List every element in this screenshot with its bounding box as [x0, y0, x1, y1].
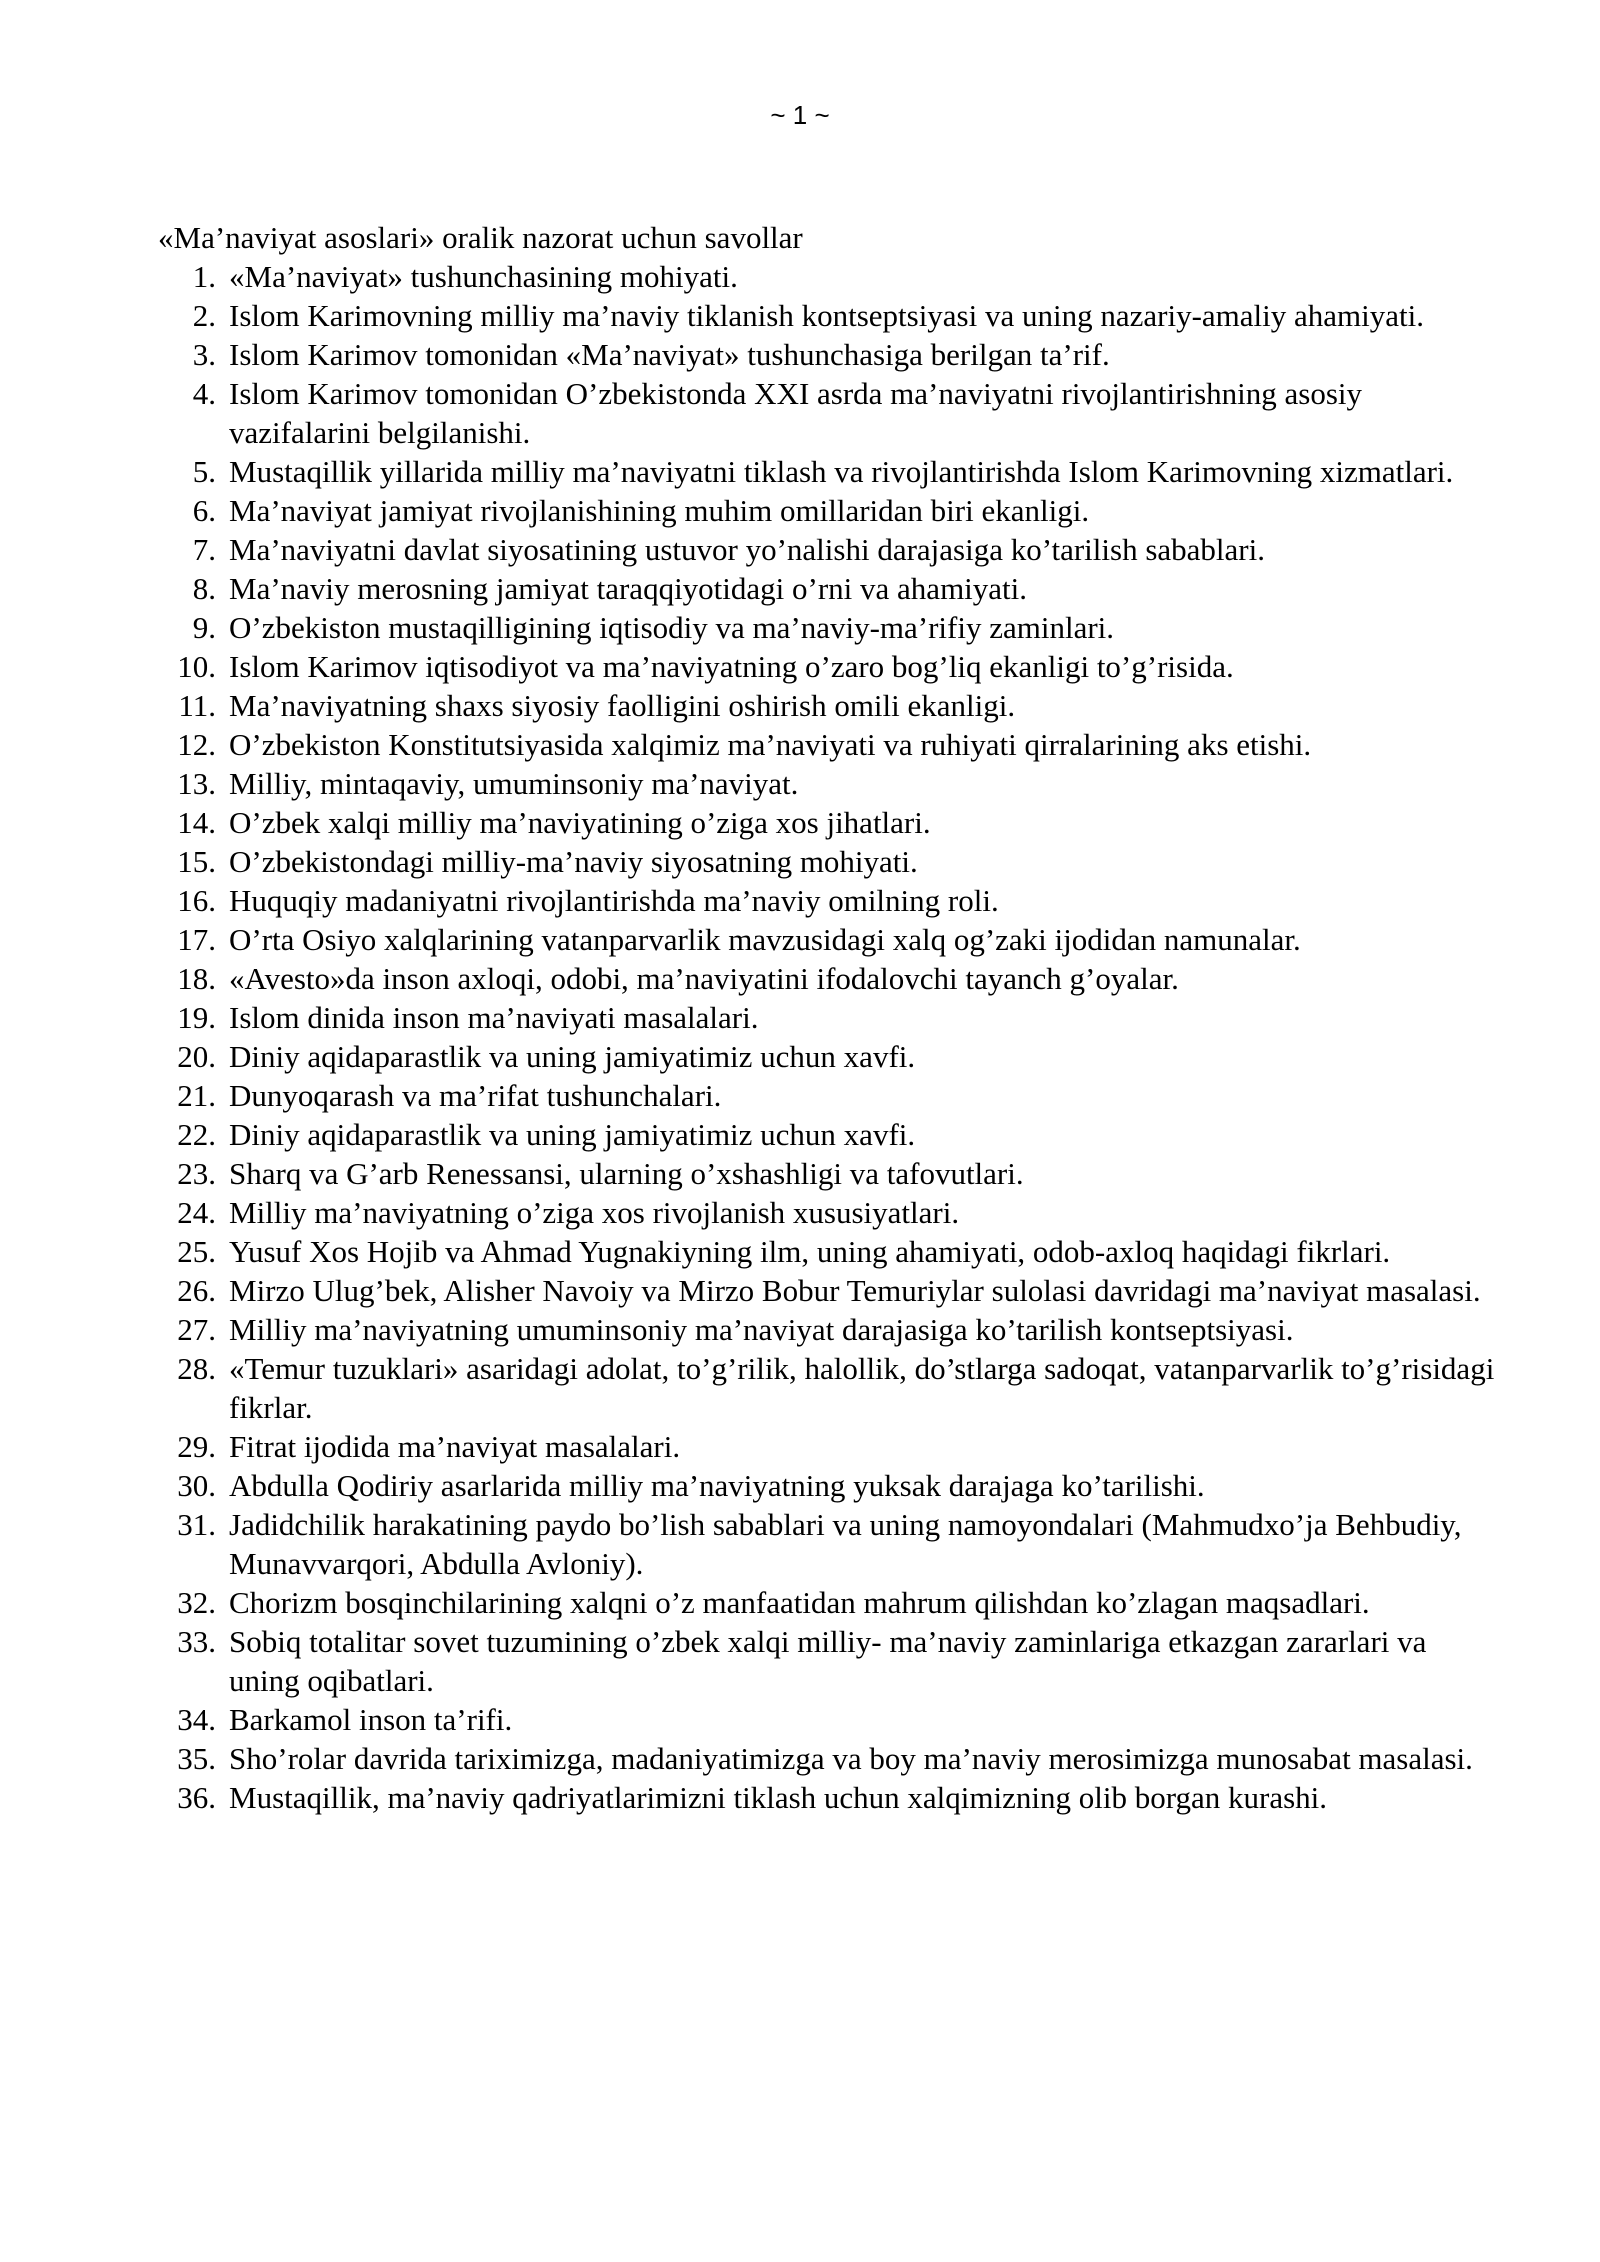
question-item	[0, 374, 1600, 452]
question-number: 16.	[177, 883, 216, 918]
question-item	[0, 1037, 1600, 1076]
question-item	[0, 296, 1600, 335]
question-item	[0, 764, 1600, 803]
question-text: Milliy ma’naviyatning o’ziga xos rivojlanish xususiyatlari.	[229, 1195, 960, 1230]
question-number: 5.	[192, 454, 216, 489]
question-number: 1.	[192, 259, 216, 294]
question-item	[0, 920, 1600, 959]
question-number: 24.	[177, 1195, 216, 1230]
question-text: Milliy ma’naviyatning umuminsoniy ma’naviyat darajasiga ko’tarilish kontseptsiyasi.	[229, 1312, 1294, 1347]
question-text: Mirzo Ulug’bek, Alisher Navoiy va Mirzo Bobur Temuriylar sulolasi davridagi ma’naviyat masalasi.	[229, 1273, 1481, 1308]
question-item	[0, 1427, 1600, 1466]
question-number: 21.	[177, 1078, 216, 1113]
question-item	[0, 1505, 1600, 1583]
question-number: 3.	[192, 337, 216, 372]
question-number: 11.	[178, 688, 216, 723]
question-item	[0, 1310, 1600, 1349]
question-item	[0, 1154, 1600, 1193]
question-text: Diniy aqidaparastlik va uning jamiyatimiz uchun xavfi.	[229, 1039, 916, 1074]
question-list	[0, 257, 1600, 1817]
question-item	[0, 647, 1600, 686]
question-item	[0, 1622, 1600, 1700]
question-text: Islom Karimov tomonidan «Ma’naviyat» tushunchasiga berilgan ta’rif.	[229, 337, 1110, 372]
question-text: «Ma’naviyat» tushunchasining mohiyati.	[229, 259, 738, 294]
question-item	[0, 335, 1600, 374]
question-number: 35.	[177, 1741, 216, 1776]
question-item	[0, 842, 1600, 881]
question-number: 18.	[177, 961, 216, 996]
question-number: 6.	[192, 493, 216, 528]
question-text: Ma’naviyat jamiyat rivojlanishining muhim omillaridan biri ekanligi.	[229, 493, 1090, 528]
question-number: 30.	[177, 1468, 216, 1503]
question-item	[0, 530, 1600, 569]
question-text: Sobiq totalitar sovet tuzumining o’zbek xalqi milliy- ma’naviy zaminlariga etkazgan zararlari va uning oqibatlari.	[229, 1624, 1427, 1698]
question-text: O’zbek xalqi milliy ma’naviyatining o’ziga xos jihatlari.	[229, 805, 931, 840]
question-text: Dunyoqarash va ma’rifat tushunchalari.	[229, 1078, 722, 1113]
question-item	[0, 725, 1600, 764]
question-number: 31.	[177, 1507, 216, 1542]
question-text: Huquqiy madaniyatni rivojlantirishda ma’naviy omilning roli.	[229, 883, 999, 918]
question-item	[0, 608, 1600, 647]
page-number: ~ 1 ~	[770, 100, 830, 130]
question-number: 17.	[177, 922, 216, 957]
question-text: Ma’naviy merosning jamiyat taraqqiyotidagi o’rni va ahamiyati.	[229, 571, 1028, 606]
question-text: O’zbekiston Konstitutsiyasida xalqimiz ma’naviyati va ruhiyati qirralarining aks etishi.	[229, 727, 1312, 762]
question-number: 23.	[177, 1156, 216, 1191]
question-text: Yusuf Xos Hojib va Ahmad Yugnakiyning ilm, uning ahamiyati, odob-axloq haqidagi fikrlari.	[229, 1234, 1391, 1269]
question-item	[0, 1349, 1600, 1427]
question-text: Sho’rolar davrida tariximizga, madaniyatimizga va boy ma’naviy merosimizga munosabat masalasi.	[229, 1741, 1473, 1776]
question-number: 29.	[177, 1429, 216, 1464]
question-text: Sharq va G’arb Renessansi, ularning o’xshashligi va tafovutlari.	[229, 1156, 1024, 1191]
question-number: 22.	[177, 1117, 216, 1152]
question-item	[0, 686, 1600, 725]
question-text: Mustaqillik yillarida milliy ma’naviyatni tiklash va rivojlantirishda Islom Karimovning xizmatlari.	[229, 454, 1454, 489]
question-number: 28.	[177, 1351, 216, 1386]
question-item	[0, 1076, 1600, 1115]
question-text: «Avesto»da inson axloqi, odobi, ma’naviyatini ifodalovchi tayanch g’oyalar.	[229, 961, 1179, 996]
question-item	[0, 1700, 1600, 1739]
question-text: Barkamol inson ta’rifi.	[229, 1702, 513, 1737]
question-text: Mustaqillik, ma’naviy qadriyatlarimizni tiklash uchun xalqimizning olib borgan kurashi.	[229, 1780, 1328, 1815]
question-number: 36.	[177, 1780, 216, 1815]
question-item	[0, 569, 1600, 608]
question-number: 9.	[192, 610, 216, 645]
question-text: O’rta Osiyo xalqlarining vatanparvarlik mavzusidagi xalq og’zaki ijodidan namunalar.	[229, 922, 1301, 957]
question-item	[0, 1778, 1600, 1817]
question-number: 12.	[177, 727, 216, 762]
question-item	[0, 1232, 1600, 1271]
question-text: «Temur tuzuklari» asaridagi adolat, to’g’rilik, halollik, do’stlarga sadoqat, vatanparvarlik to’g’risidagi fikrlar.	[229, 1351, 1495, 1425]
question-text: Islom dinida inson ma’naviyati masalalari.	[229, 1000, 759, 1035]
question-number: 19.	[177, 1000, 216, 1035]
question-item	[0, 998, 1600, 1037]
question-item	[0, 1271, 1600, 1310]
question-item	[0, 257, 1600, 296]
question-text: O’zbekistondagi milliy-ma’naviy siyosatning mohiyati.	[229, 844, 918, 879]
question-item	[0, 1739, 1600, 1778]
question-number: 32.	[177, 1585, 216, 1620]
question-item	[0, 1115, 1600, 1154]
question-text: Milliy, mintaqaviy, umuminsoniy ma’naviyat.	[229, 766, 799, 801]
question-text: Islom Karimov tomonidan O’zbekistonda XXI asrda ma’naviyatni rivojlantirishning asosiy vazifalarini belgilanishi.	[229, 376, 1362, 450]
question-number: 13.	[177, 766, 216, 801]
question-text: Jadidchilik harakatining paydo bo’lish sabablari va uning namoyondalari (Mahmudxo’ja Behbudiy, Munavvarqori, Abdulla Avloniy).	[229, 1507, 1462, 1581]
question-item	[0, 1583, 1600, 1622]
question-item	[0, 452, 1600, 491]
question-text: O’zbekiston mustaqilligining iqtisodiy va ma’naviy-ma’rifiy zaminlari.	[229, 610, 1115, 645]
question-text: Islom Karimov iqtisodiyot va ma’naviyatning o’zaro bog’liq ekanligi to’g’risida.	[229, 649, 1234, 684]
question-number: 4.	[192, 376, 216, 411]
question-number: 15.	[177, 844, 216, 879]
question-text: Islom Karimovning milliy ma’naviy tiklanish kontseptsiyasi va uning nazariy-amaliy ahamiyati.	[229, 298, 1424, 333]
question-number: 34.	[177, 1702, 216, 1737]
question-text: Abdulla Qodiriy asarlarida milliy ma’naviyatning yuksak darajaga ko’tarilishi.	[229, 1468, 1205, 1503]
question-text: Fitrat ijodida ma’naviyat masalalari.	[229, 1429, 681, 1464]
question-item	[0, 1193, 1600, 1232]
question-number: 26.	[177, 1273, 216, 1308]
question-number: 7.	[192, 532, 216, 567]
question-text: Ma’naviyatning shaxs siyosiy faolligini oshirish omili ekanligi.	[229, 688, 1016, 723]
question-item	[0, 491, 1600, 530]
question-number: 27.	[177, 1312, 216, 1347]
question-item	[0, 881, 1600, 920]
question-number: 33.	[177, 1624, 216, 1659]
question-number: 25.	[177, 1234, 216, 1269]
question-item	[0, 803, 1600, 842]
question-number: 8.	[192, 571, 216, 606]
question-text: Diniy aqidaparastlik va uning jamiyatimiz uchun xavfi.	[229, 1117, 916, 1152]
question-item	[0, 1466, 1600, 1505]
question-number: 2.	[192, 298, 216, 333]
question-text: Chorizm bosqinchilarining xalqni o’z manfaatidan mahrum qilishdan ko’zlagan maqsadlari.	[229, 1585, 1370, 1620]
question-number: 14.	[177, 805, 216, 840]
question-item	[0, 959, 1600, 998]
question-text: Ma’naviyatni davlat siyosatining ustuvor yo’nalishi darajasiga ko’tarilish sabablari.	[229, 532, 1265, 567]
question-number: 10.	[177, 649, 216, 684]
document-title: «Ma’naviyat asoslari» oralik nazorat uchun savollar	[158, 220, 803, 255]
question-number: 20.	[177, 1039, 216, 1074]
